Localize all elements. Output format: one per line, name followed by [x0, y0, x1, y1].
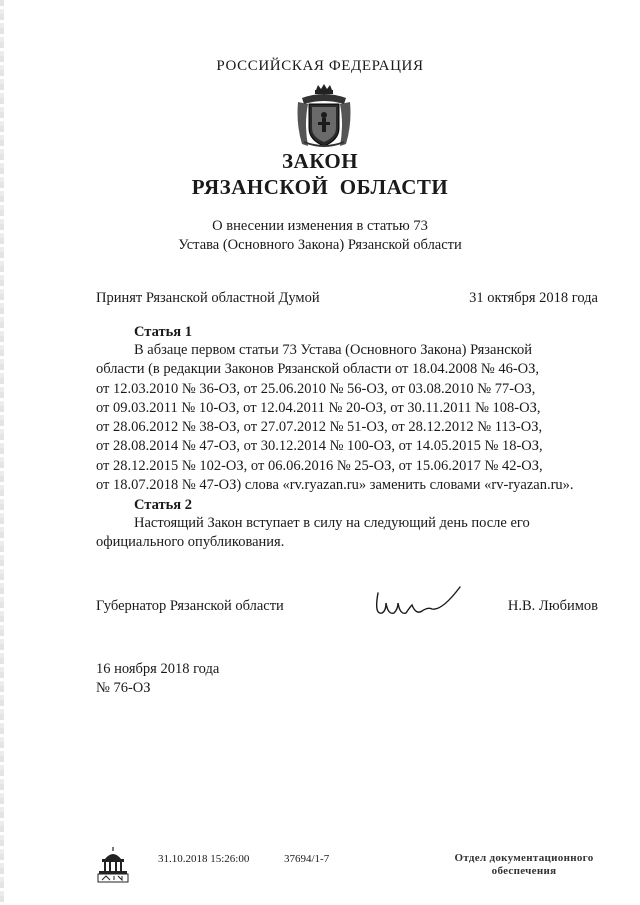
article1-line: от 28.08.2014 № 47-ОЗ, от 30.12.2014 № 100-ОЗ, от 14.05.2015 № 18-ОЗ,: [96, 438, 543, 455]
subtitle-line2: Устава (Основного Закона) Рязанской области: [178, 237, 462, 253]
department-line2: обеспечения: [491, 865, 557, 877]
article1-body: [96, 341, 598, 495]
signatory-name: Н.В. Любимов: [507, 598, 598, 614]
article1-line: от 12.03.2010 № 36-ОЗ, от 25.06.2010 № 56-ОЗ, от 03.08.2010 № 77-ОЗ,: [96, 380, 536, 397]
adopted-date: 31 октября 2018 года: [469, 290, 598, 306]
law-number: № 76-ОЗ: [96, 680, 151, 696]
law-title-line1: ЗАКОН: [281, 149, 359, 173]
signing-date: 16 ноября 2018 года: [96, 661, 220, 677]
law-title: [0, 148, 640, 200]
article1-line: от 18.07.2018 № 47-ОЗ) слова «rv.ryazan.ru» заменить словами «rv-ryazan.ru».: [96, 477, 574, 494]
article1-line: от 28.06.2012 № 38-ОЗ, от 27.07.2012 № 51-ОЗ, от 28.12.2012 № 113-ОЗ,: [96, 419, 543, 436]
footer-registration-code: 37694/1-7: [284, 853, 330, 865]
article2-heading: Статья 2: [134, 497, 192, 513]
article2-body: [96, 514, 598, 553]
article1-line: от 28.12.2015 № 102-ОЗ, от 06.06.2016 № 25-ОЗ, от 15.06.2017 № 42-ОЗ,: [96, 457, 543, 474]
signatory-position: Губернатор Рязанской области: [96, 598, 284, 614]
coat-of-arms-emblem: [294, 84, 354, 150]
article1-line: области (в редакции Законов Рязанской области от 18.04.2008 № 46-ОЗ,: [96, 361, 540, 378]
department-stamp: [448, 852, 600, 878]
article1-line: В абзаце первом статьи 73 Устава (Основного Закона) Рязанской: [134, 342, 532, 358]
article1-heading: Статья 1: [134, 324, 192, 340]
duma-building-seal: [96, 845, 130, 883]
closing-block: [96, 660, 219, 698]
adoption-row: [96, 290, 598, 307]
department-line1: Отдел документационного: [454, 852, 594, 864]
adopted-by: Принят Рязанской областной Думой: [96, 290, 320, 306]
signatory-row: [96, 598, 598, 615]
law-subtitle: [0, 217, 640, 255]
handwritten-signature: [372, 585, 464, 621]
article1-line: от 09.03.2011 № 10-ОЗ, от 12.04.2011 № 20-ОЗ, от 30.11.2011 № 108-ОЗ,: [96, 399, 541, 416]
footer-timestamp: 31.10.2018 15:26:00: [158, 853, 250, 865]
subtitle-line1: О внесении изменения в статью 73: [212, 218, 428, 234]
scan-edge: [0, 0, 4, 905]
federation-header: РОССИЙСКАЯ ФЕДЕРАЦИЯ: [216, 58, 424, 74]
article2-line: официального опубликования.: [96, 534, 285, 551]
law-title-line2: РЯЗАНСКОЙ ОБЛАСТИ: [191, 175, 449, 199]
article2-line: Настоящий Закон вступает в силу на следующий день после его: [134, 515, 530, 531]
